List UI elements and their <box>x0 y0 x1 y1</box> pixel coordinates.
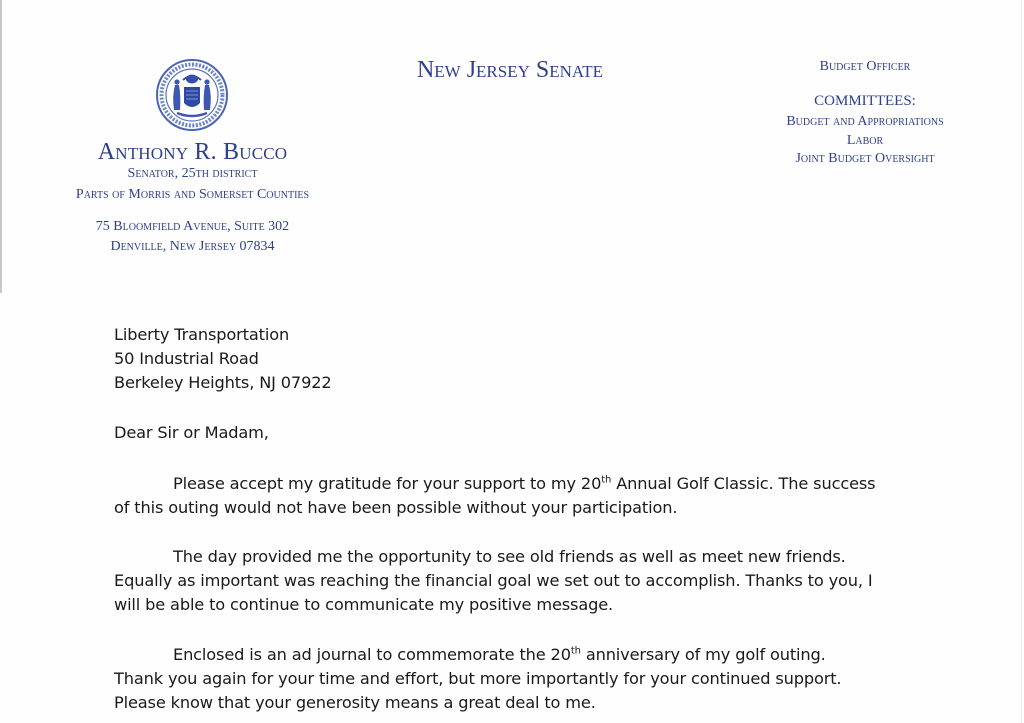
sender-counties: Parts of Morris and Somerset Counties <box>75 187 310 202</box>
state-seal-icon <box>155 58 229 132</box>
paragraph-3-line-1 <box>173 645 826 664</box>
paragraph-2-line-1: The day provided me the opportunity to see old friends as well as meet new friends. <box>173 547 846 566</box>
paragraph-3-line-3: Please know that your generosity means a great deal to me. <box>114 693 596 712</box>
scan-edge-right <box>1021 0 1022 723</box>
committee-item: Budget and Appropriations <box>786 114 944 129</box>
paragraph-3-line-2: Thank you again for your time and effort, but more importantly for your continued support. <box>114 669 842 688</box>
text-fragment: anniversary of my golf outing. <box>580 645 826 664</box>
committee-item: Joint Budget Oversight <box>795 151 935 166</box>
text-fragment: Enclosed is an ad journal to commemorate the 20 <box>173 645 571 664</box>
sender-address-line2: Denville, New Jersey 07834 <box>110 239 275 254</box>
paragraph-2-line-3: will be able to continue to communicate my positive message. <box>114 595 614 614</box>
paragraph-1-line-2: of this outing would not have been possible without your participation. <box>114 498 678 517</box>
sender-role: Budget Officer <box>819 59 911 74</box>
paragraph-1-line-1 <box>173 474 875 493</box>
superscript: th <box>601 474 612 486</box>
recipient-city-state-zip: Berkeley Heights, NJ 07922 <box>114 373 332 392</box>
text-fragment: Annual Golf Classic. The success <box>611 474 876 493</box>
sender-title: Senator, 25th district <box>127 166 258 181</box>
superscript: th <box>570 645 581 657</box>
salutation: Dear Sir or Madam, <box>114 423 269 442</box>
paragraph-2-line-2: Equally as important was reaching the financial goal we set out to accomplish. Thanks to you, I <box>114 571 873 590</box>
recipient-name: Liberty Transportation <box>114 325 290 344</box>
recipient-street: 50 Industrial Road <box>114 349 259 368</box>
committees-label: COMMITTEES: <box>814 93 916 109</box>
text-fragment: Please accept my gratitude for your support to my 20 <box>173 474 602 493</box>
sender-name: Anthony R. Bucco <box>97 139 288 165</box>
sender-address-line1: 75 Bloomfield Avenue, Suite 302 <box>95 219 290 234</box>
organization-title: New Jersey Senate <box>416 57 604 83</box>
committee-item: Labor <box>846 133 884 148</box>
